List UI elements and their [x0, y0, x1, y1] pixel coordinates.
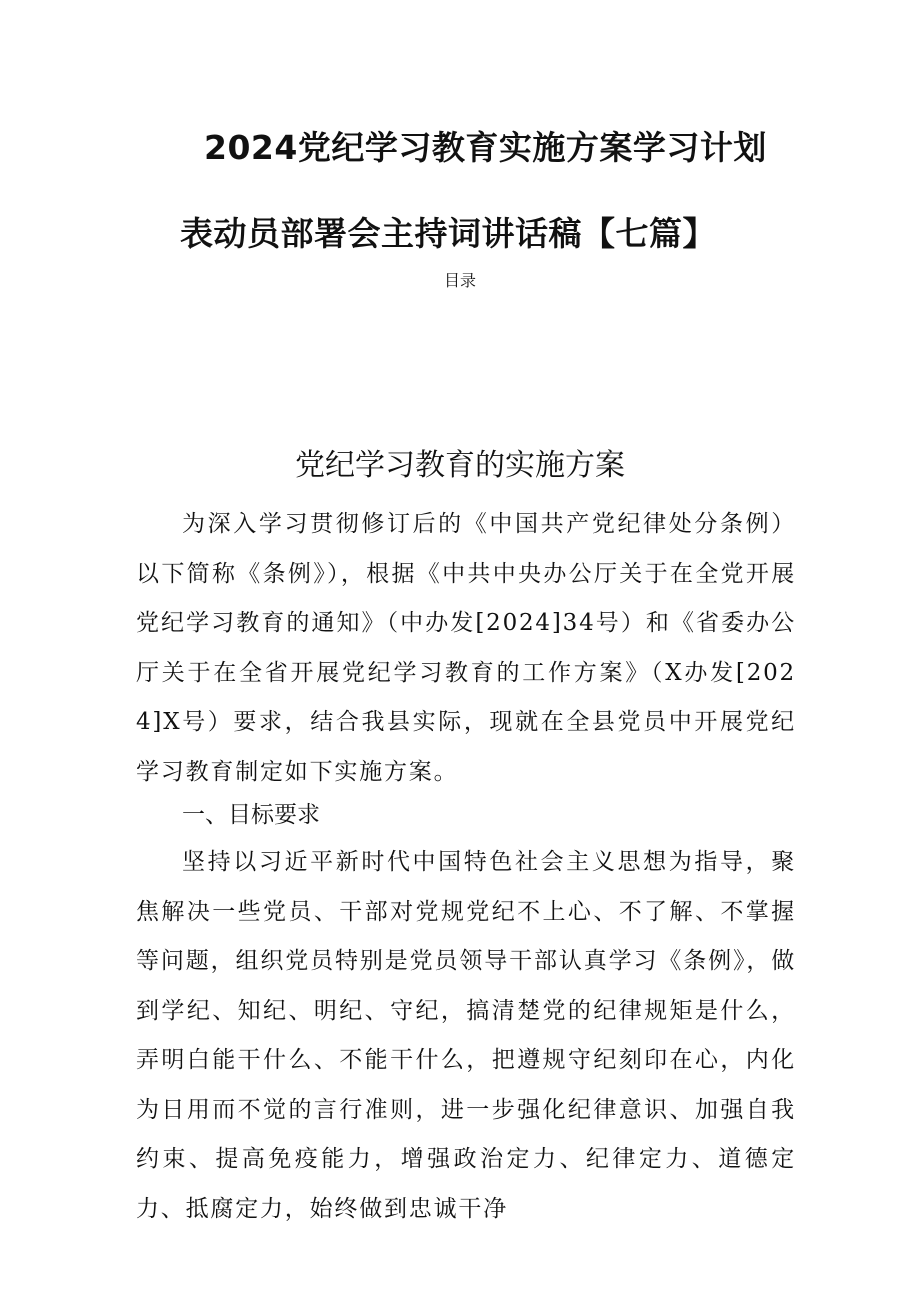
section-title: 党纪学习教育的实施方案 — [295, 448, 625, 483]
intro-paragraph: 为深入学习贯彻修订后的《中国共产党纪律处分条例）以下简称《条例》），根据《中共中央办公厅关于在全党开展党纪学习教育的通知》（中办发[2024]34号）和《省委办公厅关于在全省开展党纪学习教育的工作方案》（X办发[2024]X号）要求，结合我县实际，现就在全县党员中开展党纪学习教育制定如下实施方案。 — [136, 511, 796, 785]
document-title-line-1: 2024党纪学习教育实施方案学习计划 — [204, 128, 767, 167]
document-title-line-2: 表动员部署会主持词讲话稿【七篇】 — [180, 214, 716, 253]
goal-paragraph: 坚持以习近平新时代中国特色社会主义思想为指导，聚焦解决一些党员、干部对党规党纪不上心、不了解、不掌握等问题，组织党员特别是党员领导干部认真学习《条例》，做到学纪、知纪、明纪、守纪，搞清楚党的纪律规矩是什么，弄明白能干什么、不能干什么，把遵规守纪刻印在心，内化为日用而不觉的言行准则，进一步强化纪律意识、加强自我约束、提高免疫能力，增强政治定力、纪律定力、道德定力、抵腐定力，始终做到忠诚干净 — [136, 849, 796, 1222]
heading-goal-requirements: 一、目标要求 — [182, 802, 320, 828]
table-of-contents-label: 目录 — [443, 271, 476, 290]
